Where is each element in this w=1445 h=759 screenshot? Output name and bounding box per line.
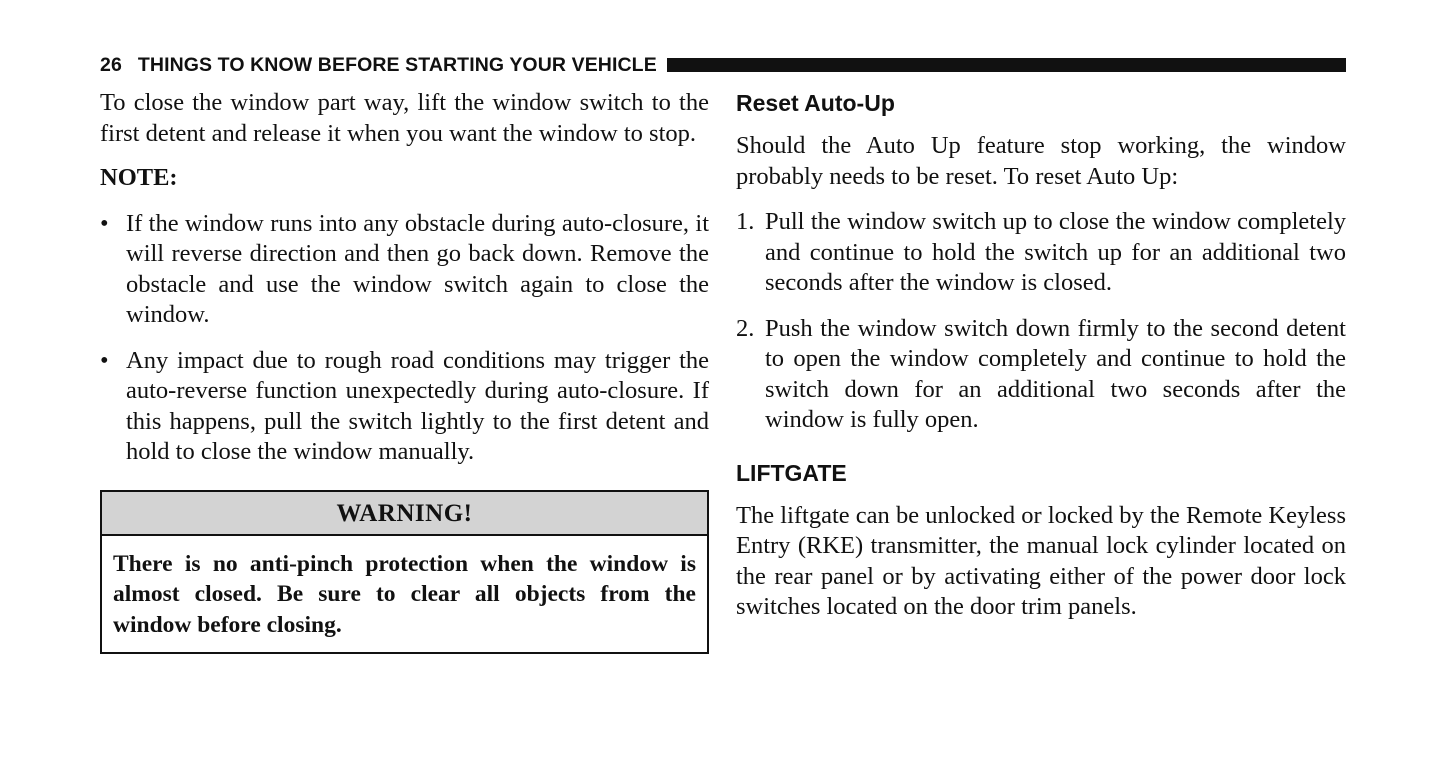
- note-bullet-item: [100, 209, 709, 331]
- running-head: THINGS TO KNOW BEFORE STARTING YOUR VEHICLE: [137, 53, 657, 76]
- step-text: Push the window switch down firmly to the second detent to open the window completely and continue to hold the switch down for an additional two seconds after the window is fully open.: [765, 314, 1346, 433]
- page-header: [100, 53, 1346, 77]
- liftgate-paragraph: The liftgate can be unlocked or locked by the Remote Keyless Entry (RKE) transmitter, the manual lock cylinder located on the rear panel or by activating either of the power door lock switches located on the door trim panels.: [736, 501, 1346, 620]
- header-rule: [667, 58, 1346, 72]
- note-label: NOTE:: [100, 164, 178, 191]
- reset-step-item: [736, 207, 1346, 299]
- liftgate-heading: LIFTGATE: [736, 459, 847, 486]
- bullet-marker: •: [100, 209, 109, 237]
- right-column: [736, 88, 1346, 623]
- reset-intro-paragraph: Should the Auto Up feature stop working, the window probably needs to be reset. To reset Auto Up:: [736, 132, 1346, 190]
- warning-title: WARNING!: [102, 492, 707, 536]
- reset-step-item: [736, 314, 1346, 436]
- warning-body: There is no anti-pinch protection when the window is almost closed. Be sure to clear all objects from the window before closing.: [113, 550, 696, 638]
- step-number: 2.: [736, 314, 755, 342]
- bullet-text: Any impact due to rough road conditions may trigger the auto-reverse function unexpectedly during auto-closure. If this happens, pull the switch lightly to the first detent and hold to close the window manually.: [126, 346, 709, 465]
- note-bullet-item: [100, 346, 709, 468]
- reset-steps-list: [736, 207, 1346, 436]
- intro-paragraph: To close the window part way, lift the window switch to the first detent and release it when you want the window to stop.: [100, 89, 709, 147]
- note-bullet-list: [100, 209, 709, 468]
- step-number: 1.: [736, 208, 755, 235]
- page-number: 26: [100, 53, 122, 76]
- bullet-marker: •: [100, 346, 109, 374]
- warning-box: [100, 490, 709, 655]
- left-column: [100, 88, 709, 654]
- reset-auto-up-heading: Reset Auto-Up: [736, 90, 895, 116]
- bullet-text: If the window runs into any obstacle during auto-closure, it will reverse direction and then go back down. Remove the obstacle and use the window switch again to close the window.: [126, 209, 709, 328]
- step-text: Pull the window switch up to close the window completely and continue to hold the switch up for an additional two seconds after the window is closed.: [765, 208, 1346, 296]
